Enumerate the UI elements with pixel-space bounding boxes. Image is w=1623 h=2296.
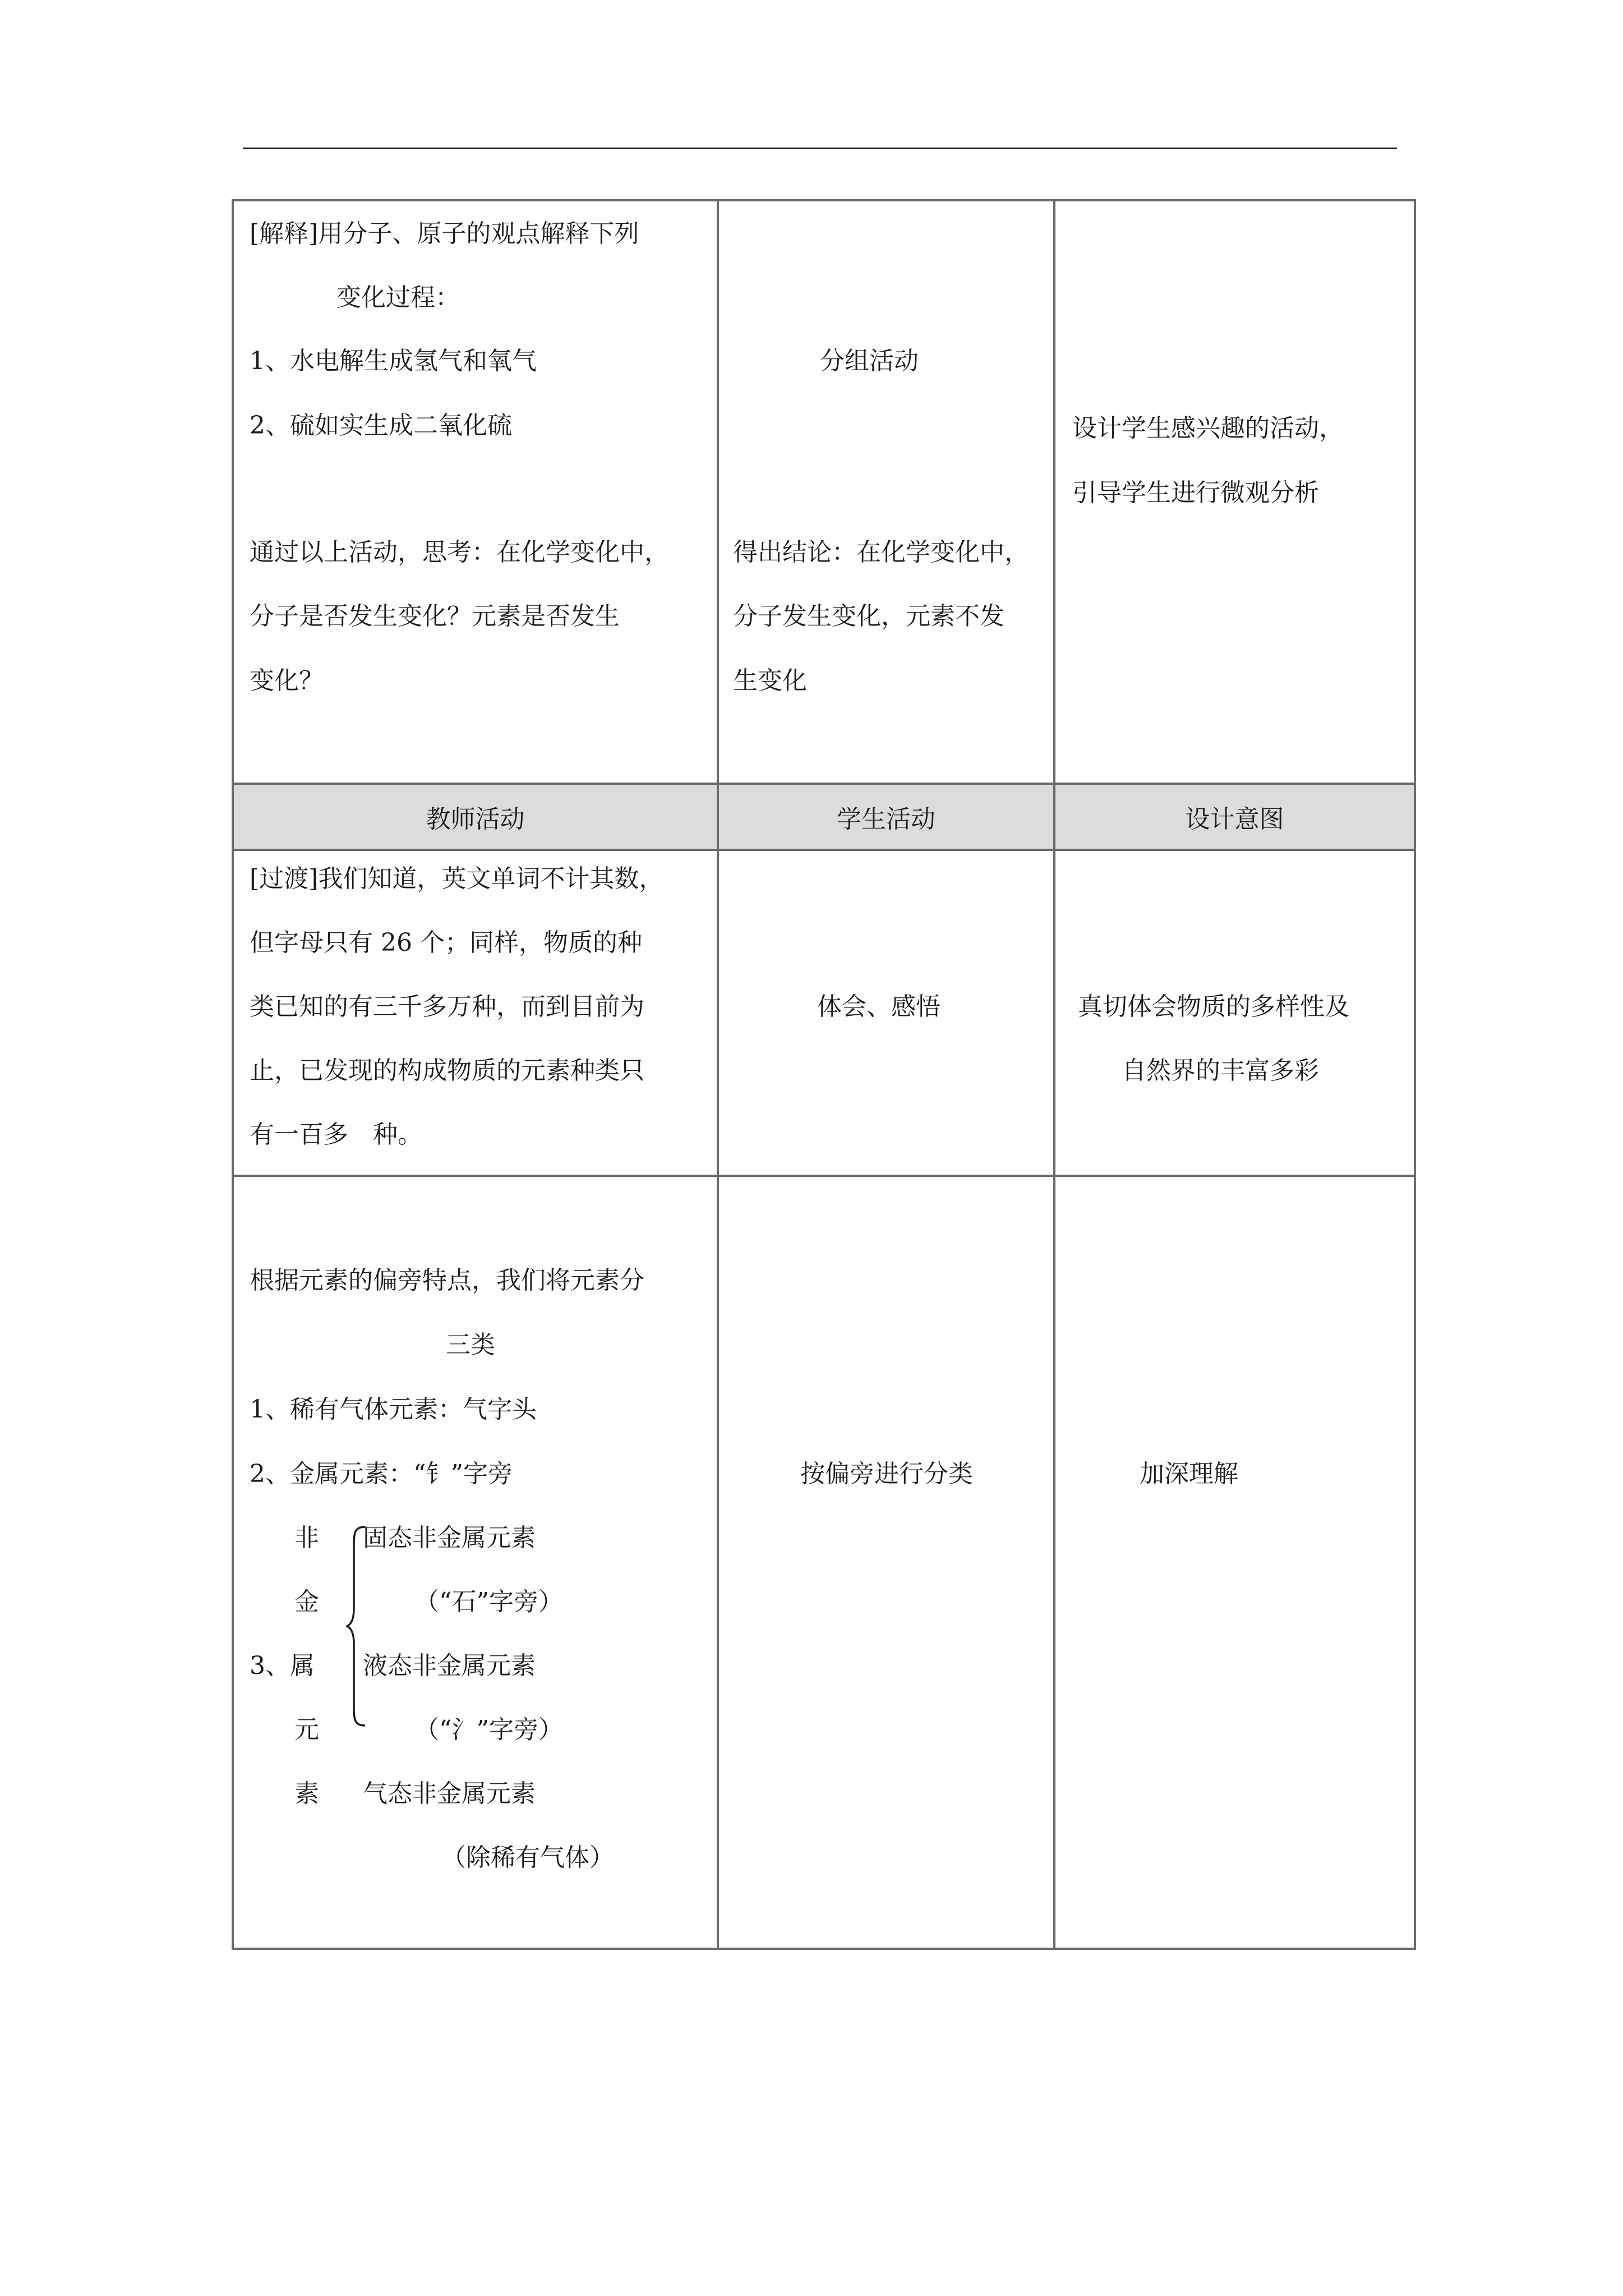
header-rule [243,148,1397,149]
subcategory-text: （“氵”字旁） [414,1715,563,1744]
teacher-text-line: 1、水电解生成氢气和氧气 [250,347,537,375]
student-activity-cell [718,200,1054,784]
teacher-text-line: 分子是否发生变化？元素是否发生 [250,602,620,631]
table-row [233,850,1415,1176]
teacher-activity-cell [233,200,718,784]
design-text-line: 真切体会物质的多样性及 [1078,992,1349,1021]
design-text-line: 加深理解 [1140,1460,1238,1488]
student-text-line: 按偏旁进行分类 [800,1460,973,1488]
subcategory-text: （“石”字旁） [414,1588,563,1616]
header-student-activity: 学生活动 [718,784,1054,850]
subcategory-text: 固态非金属元素 [363,1524,536,1552]
design-text-line: 设计学生感兴趣的活动， [1072,414,1344,443]
design-text-line: 引导学生进行微观分析 [1072,478,1319,507]
header-design-intent: 设计意图 [1054,784,1415,850]
student-activity-cell [718,850,1054,1176]
teacher-activity-cell [233,850,718,1176]
teacher-text-line: 三类 [446,1331,495,1359]
teacher-text-line: 变化过程： [336,283,460,312]
subcategory-text: （除稀有气体） [441,1843,614,1872]
student-text-line: 分子发生变化，元素不发 [733,602,1004,631]
student-text-line: 体会、感悟 [817,992,940,1021]
vertical-label-char: 金 [294,1588,319,1616]
teacher-text-line: 2、硫如实生成二氧化硫 [250,411,512,440]
teacher-text-line: 类已知的有三千多万种，而到目前为 [250,992,644,1021]
teacher-text-line: 止，已发现的构成物质的元素种类只 [250,1056,644,1085]
student-text-line: 得出结论：在化学变化中， [733,538,1029,567]
subcategory-text: 液态非金属元素 [363,1651,536,1680]
table-row [233,1176,1415,1949]
teacher-text-line: 变化？ [250,666,324,695]
teacher-text-line: 通过以上活动，思考：在化学变化中， [250,538,669,567]
column-header-row [233,784,1415,850]
design-intent-cell [1054,200,1415,784]
student-text-line: 分组活动 [820,347,919,375]
teacher-text-line: [过渡]我们知道，英文单词不计其数， [250,864,664,893]
design-intent-cell [1054,850,1415,1176]
vertical-label-char: 元 [294,1715,319,1744]
lesson-plan-table [232,199,1416,1950]
subcategory-text: 气态非金属元素 [363,1779,536,1808]
student-text-line: 生变化 [733,666,807,695]
teacher-text-line: 根据元素的偏旁特点，我们将元素分 [250,1266,644,1295]
vertical-label-char: 非 [294,1524,319,1552]
curly-brace-icon [346,1526,368,1727]
teacher-activity-cell [233,1176,718,1949]
table-row [233,200,1415,784]
design-intent-cell [1054,1176,1415,1949]
student-activity-cell [718,1176,1054,1949]
header-teacher-activity: 教师活动 [233,784,718,850]
teacher-text-line: 2、金属元素：“钅”字旁 [250,1460,513,1488]
teacher-text-line: 有一百多 种。 [250,1120,422,1149]
teacher-text-line: [解释]用分子、原子的观点解释下列 [250,219,639,248]
teacher-text-line: 1、稀有气体元素：气字头 [250,1395,537,1424]
vertical-label-char: 3、属 [250,1651,315,1680]
design-text-line: 自然界的丰富多彩 [1122,1056,1319,1085]
teacher-text-line: 但字母只有 26 个；同样，物质的种 [250,928,642,957]
vertical-label-char: 素 [294,1779,319,1808]
